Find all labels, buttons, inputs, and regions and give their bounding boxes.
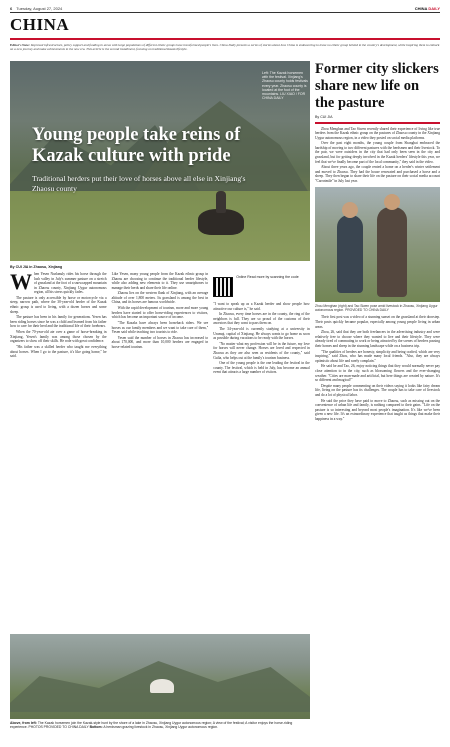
page-date: Tuesday, August 27, 2024 (16, 5, 63, 11)
sidebar-story (315, 61, 440, 423)
article-paragraph: When the 70-year-old ate over a game of horse-breaking in Xinjiang, Yesen's family was among those chosen by the organizers to show off their skills. He rode with great confidence. (10, 330, 107, 344)
bottom-caption-label: Above, from left: (10, 721, 37, 725)
editor-note (10, 43, 440, 51)
sidebar-photo-caption (315, 304, 440, 312)
sidebar-paragraph: Zhou, 26, said that they are both freelancers in the advertising industry and were relatively free to choose where they wanted to live and their lifestyle. They were already tired of commuting to work or being attracted by the scenes of herders passing their homes and sheep in the stunning landscape while on a business trip. (315, 330, 440, 348)
article-column (112, 272, 209, 376)
sidebar-body (315, 127, 440, 184)
rider-figure (216, 191, 226, 213)
brand-suffix: DAILY (428, 5, 440, 11)
sidebar-photo (315, 187, 440, 302)
sidebar-paragraph: He said he and Tao, 26, enjoy noticing things that they would normally never pay close attention to in the city, such as blossoming flowers and the ever-changing weather. "Cities are man-made and artificial, but here things are created by nature. It's so different and magical!" (315, 364, 440, 383)
drop-cap: W (10, 269, 32, 294)
article-paragraph: "No matter what my profession will be in the future, my love for horses will never change. Horses are loved and respected in Zhaosu as they are also seen as residents of the county," said Gulia, who helps out at the family's tourism business. (213, 341, 310, 360)
bottom-caption-text: The Kazak horsemen join the Kazak-style hunt by the shore of a lake in Zhaosu, Xinjiang Uygur autonomous region; A view of the festival; A visitor enjoys the horse-riding experience. PHOTOS PROVIDED TO CHINA DAILY (10, 721, 293, 730)
bottom-caption-2-text: A herdsman grazing livestock in Zhaosu, Xinjiang Uygur autonomous region. (103, 725, 219, 730)
main-headline: Young people take reins of Kazak culture with pride (32, 125, 241, 166)
sidebar-photo-credit: PROVIDED TO CHINA DAILY (345, 308, 389, 313)
section-title: CHINA (10, 15, 70, 34)
sidebar-paragraph: Despite many people commenting on their videos saying it looks like fairy dream life, living on the pasture has its challenges. The couple has to take care of livestock and do a lot of physical labor. (315, 383, 440, 397)
article-paragraph-text: hen Yesen Nurlanuly rides his horse through the lush valley in July's summer pasture on a stretch of grassland at the foot of a snowcapped mountain in Zhaosu county, Xinjiang Uygur autonomous region, all his stress quickly fades. (34, 272, 107, 295)
page-header (10, 4, 440, 12)
editor-note-label: Editor's Note: (10, 43, 30, 47)
hero-caption: Left: The Kazak horsemen with the festival. Xinjiang's Zhaosu county holds festivals every year. Zhaosu county is located at the foot of the mountains. LIU XIAO / FOR CHINA DAILY (262, 71, 308, 101)
sidebar-headline: Former city slickers share new life on the pasture (315, 61, 439, 111)
article-paragraph: In Zhaosu, every time horses are in the county, the ring of the neighbors is full. They are so proud of the customs of their ancestors that they want to pass them on. (213, 312, 310, 326)
headline-deck: Traditional herders put their love of horses above all else in Xinjiang's Zhaosu county (32, 174, 246, 193)
bottom-photo-caption (10, 721, 310, 729)
sidebar-byline: By CUI JIA (315, 115, 333, 119)
article-paragraph: Like Yesen, many young people from the Kazak ethnic group in Zhaosu are choosing to continue the traditional herder lifestyle, while also adding new elements to it. They use smartphones to manage their herds and share their life online. (111, 272, 209, 290)
masthead-brand (415, 6, 440, 11)
article-paragraph: "I want to speak up as a Kazak herder and show people how attractive our culture is," he said. (213, 302, 310, 311)
sidebar-paragraph: He said the price they have paid to move to Zhaosu, such as missing out on the convenience of urban life and family, is nothing compared to their gains. "Life on the pasture is so interesting and beyond most people's imagination. It's like we've been given a new life. It's an extraordinary experience that taught us things that make their happiness in a way." (315, 398, 440, 421)
sidebar-body-continued (315, 315, 440, 421)
sidebar-rule (315, 122, 440, 124)
article-column (213, 272, 310, 376)
header-rule (10, 12, 440, 13)
editor-note-text: Improved infrastructure, policy support and funding in areas with large populations of different ethnic groups have transformed people's lives. China Daily presents a series of stories about how China is endeavoring to leave no ethnic group behind in the country's development, while inspiring them to embark on a new journey and make achievements in the new era. This article is the second installment, focusing on traditional Kazak lifestyle. (10, 43, 440, 52)
section-rule (10, 38, 440, 40)
sidebar-paragraph: About three years ago, the couple rented a home on a herder's winter settlement and moved to Zhaosu. They had the house renovated and purchased a horse and a sheep. They then began to share their life on the pasture on their social media account "Carrotmile" in July last year. (315, 165, 440, 183)
brand-prefix: CHINA (414, 5, 428, 11)
article-byline: By CUI JIA in Zhaosu, Xinjiang (10, 265, 63, 269)
article-paragraph: Zhaosu lies on the western flank of Xinjiang, with an average altitude of over 1,800 meters. Its grassland is among the best in China, and its horses are famous worldwide. (111, 291, 209, 305)
meadow-shape (10, 191, 310, 261)
sidebar-paragraph: Zhou Menghan and Tao Siwen recently shared their experience of living like true herders from the Kazak ethnic group on the pastures of Zhaosu county in the Xinjiang Uygur autonomous region, in a video they posted on social media platforms. (315, 126, 440, 140)
article-columns (10, 269, 310, 376)
person-figure (377, 207, 407, 297)
article-paragraph: Yesen said the number of horses in Zhaosu has increased to about 170,000, and more than 10,000 herders are engaged in horse-related tourism. (111, 335, 209, 349)
qr-code-icon[interactable] (213, 277, 233, 297)
yurt-shape (150, 679, 174, 693)
person-figure (337, 215, 363, 293)
sidebar-paragraph: Their first post was a video of a stunning sunset on the grassland at their doorstep. Their posts quickly became popular, especially among young people living in urban areas. (315, 315, 440, 329)
sidebar-paragraph: Over the past eight months, the young couple from Shanghai embraced the hardship of moving to two different pastures with the herdsmen and their livestock. To the pair, we were outsiders in the city that had only been seen in the city and grassland, but for getting deeply involved in the Kazak herders' lifestyle this year, we feel that we've finally become part of the local community," they said in the video. (315, 141, 440, 164)
sidebar-paragraph: "The qualities of herders are honesty, simplicity and being crafted, which are very inspiring," said Zhou, who has made many local friends. "Also, they are always optimistic about life and rarely complain." (315, 349, 440, 363)
bottom-caption-2-label: Bottom: (89, 725, 103, 730)
article-paragraph: One of the young people is the one leading the festival in the county. The festival, which is held in July, has become an annual event that attracts a large number of visitors. (213, 361, 310, 375)
article-paragraph: The pasture is only accessible by horse or motorcycle via a steep, narrow path, where the 30-year-old herder of the Kazak ethnic group is used to living, with a dozen horses and some sheep. (10, 295, 107, 314)
article-column (10, 269, 107, 376)
article-paragraph: "The Kazaks have always been horseback riders. We see horses as our family members and we want to take care of them," Yesen said while teaching two tourists to ride. (111, 321, 209, 335)
article-paragraph: "His father was a skilled herder who taught me everything about horses. When I go to the pasture, it's like going home," he said. (10, 344, 107, 359)
qr-block (213, 275, 310, 299)
page-number: 6 (10, 5, 13, 11)
sidebar-photo-caption-text: Zhou Menghan (right) and Tao Siwen pose amid livestock in Zhaosu, Xinjiang Uygur autonomous region. (315, 304, 438, 313)
qr-caption: Online Read more by scanning the code (236, 275, 299, 279)
hero-photo (10, 61, 310, 261)
article-paragraph: With the rapid development of tourism, more and more young herders have started to offer horse-riding experiences to visitors, which has become an important source of income. (111, 306, 209, 320)
article-paragraph (10, 269, 107, 295)
article-paragraph: The pasture has been in his family for generations. Yesen has been riding horses since he was a child and learned from his father how to care for their herd and the traditional life of their forebears. (10, 315, 107, 329)
main-article (10, 265, 310, 376)
bottom-photo (10, 634, 310, 719)
article-paragraph: The 34-year-old is currently studying at a university in Urumqi, capital of Xinjiang. He always wants to go home as soon as possible during vacations to be ready with the horses. (213, 327, 310, 341)
